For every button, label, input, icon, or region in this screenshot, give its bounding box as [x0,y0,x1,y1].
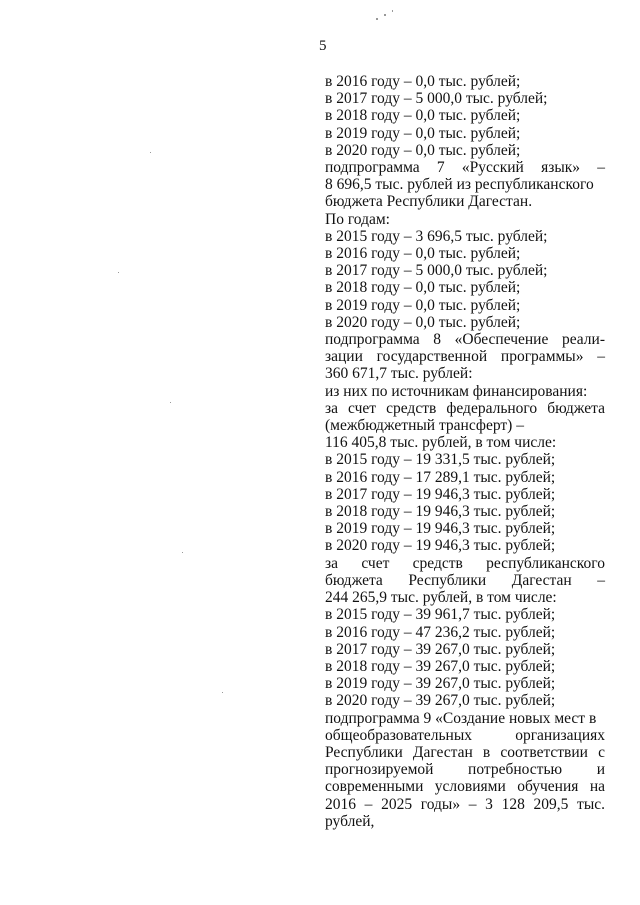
scan-speck [150,152,151,153]
text-line: в 2019 году – 0,0 тыс. рублей; [325,296,521,314]
text-line: Республики Дагестан в соответствии с [325,743,605,761]
text-line: в 2020 году – 0,0 тыс. рублей; [325,313,521,331]
text-line: за счет средств республиканского [325,554,605,572]
text-line: в 2018 году – 19 946,3 тыс. рублей; [325,503,556,521]
text-line: современными условиями обучения на [325,778,605,796]
text-line: в 2016 году – 17 289,1 тыс. рублей; [325,468,556,486]
text-line: подпрограмма 9 «Создание новых мест в [325,709,597,727]
text-line: 2016 – 2025 годы» – 3 128 209,5 тыс. [325,795,605,813]
text-line: в 2020 году – 19 946,3 тыс. рублей; [325,537,556,555]
body-text-column [325,73,605,830]
text-line: в 2018 году – 0,0 тыс. рублей; [325,279,521,297]
text-line: в 2016 году – 0,0 тыс. рублей; [325,73,521,90]
scan-speck [376,18,378,20]
text-line: в 2019 году – 39 267,0 тыс. рублей; [325,675,556,693]
text-line: в 2017 году – 5 000,0 тыс. рублей; [325,262,548,280]
text-line: (межбюджетный трансферт) – [325,417,524,435]
text-line: в 2015 году – 39 961,7 тыс. рублей; [325,606,556,624]
scan-speck [392,10,393,12]
scan-speck [118,272,119,273]
text-line: По годам: [325,210,390,228]
text-line: в 2018 году – 0,0 тыс. рублей; [325,107,521,125]
scan-speck [222,692,223,693]
text-line: 360 671,7 тыс. рублей: [325,365,473,383]
text-line: в 2020 году – 39 267,0 тыс. рублей; [325,692,556,710]
text-line: подпрограмма 8 «Обеспечение реали- [325,331,605,349]
text-line: в 2017 году – 39 267,0 тыс. рублей; [325,640,556,658]
text-line: зации государственной программы» – [325,348,605,366]
text-line: прогнозируемой потребностью и [325,761,605,779]
text-line: из них по источникам финансирования: [325,382,588,400]
text-line: в 2017 году – 5 000,0 тыс. рублей; [325,90,548,108]
text-line: бюджета Республики Дагестан. [325,193,533,211]
text-line: общеобразовательных организациях [325,726,605,744]
text-line: 8 696,5 тыс. рублей из республиканского [325,176,594,194]
text-line: в 2015 году – 19 331,5 тыс. рублей; [325,451,556,469]
text-line: в 2020 году – 0,0 тыс. рублей; [325,141,521,159]
text-line: в 2016 году – 0,0 тыс. рублей; [325,245,521,263]
text-line: в 2019 году – 19 946,3 тыс. рублей; [325,520,556,538]
text-line: в 2018 году – 39 267,0 тыс. рублей; [325,657,556,675]
text-line: в 2015 году – 3 696,5 тыс. рублей; [325,227,548,245]
scan-speck [182,552,183,553]
text-line: подпрограмма 7 «Русский язык» – [325,159,605,177]
scan-speck [170,402,171,403]
text-line: 116 405,8 тыс. рублей, в том числе: [325,434,557,452]
text-line: в 2016 году – 47 236,2 тыс. рублей; [325,623,556,641]
text-line: за счет средств федерального бюджета [325,399,605,417]
page-number: 5 [319,38,327,54]
text-line: 244 265,9 тыс. рублей, в том числе: [325,589,557,607]
text-line: в 2017 году – 19 946,3 тыс. рублей; [325,485,556,503]
text-line: рублей, [325,812,375,830]
text-line: бюджета Республики Дагестан – [325,571,605,589]
scan-speck [384,14,386,16]
text-line: в 2019 году – 0,0 тыс. рублей; [325,124,521,142]
